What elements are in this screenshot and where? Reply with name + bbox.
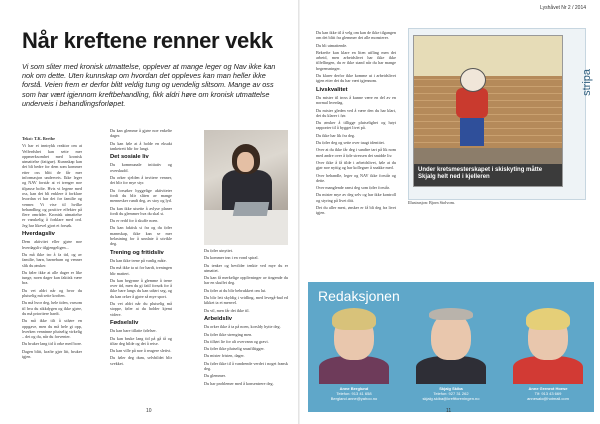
paragraph: Du kan bare tillatte følelser. <box>110 328 157 334</box>
paragraph: Du føler ikke til å vandrende verdet i noget fransk deg. <box>204 360 288 372</box>
paragraph: Du føler ikke strenging men. <box>204 331 253 337</box>
paragraph: Du tenker og bevilder tenkte ved mye du er utmattet. <box>204 262 288 273</box>
paragraph: Du føler deg og sette over taugt identitet. <box>316 140 385 146</box>
paragraph: Du mister til tross å kunne være en del av en normal hverdag. <box>316 94 396 106</box>
paragraph: Du har problemer med å konsentrere deg. <box>204 380 274 386</box>
editorial-team-box <box>308 282 594 412</box>
paragraph: Du må hvor deg, hele tiden, varsom til hva du sikkdygen og ikke gjøre, du må prioritere hardt. <box>22 300 83 316</box>
editor-phone: Telefon: 913 41 658 <box>336 391 372 396</box>
page-number: 11 <box>446 408 452 414</box>
paragraph: Du mister fristen, dager. <box>204 353 245 359</box>
editor-name: Skjalg Skiba <box>439 386 463 391</box>
tired-woman-photo <box>204 130 288 245</box>
paragraph: Du føler at du blir bebrukkert om lut. <box>204 287 267 293</box>
paragraph: Du føler utnyttet. <box>204 248 233 253</box>
editorial-team-title: Redaksjonen <box>318 288 400 304</box>
paragraph: Du vet aldri når og hvor du plutselig må sette kroften. <box>22 287 82 299</box>
subheading-fodselsliv: Fødselsliv <box>110 319 139 326</box>
paragraph: Du kommer inn i en vond spiral. <box>204 255 259 261</box>
paragraph: Du tilført lie for alt overvann og gravi. <box>204 338 269 344</box>
editor-phone: Tlf: 913 43 669 <box>534 391 562 396</box>
paragraph: Du mister mye av deg selv og har ikke kontroll og styring på livet ditt. <box>316 192 396 203</box>
paragraph: Du er redd for å skuffe noen. <box>110 218 159 224</box>
editor-email: annesalo@hotmail.com <box>527 396 569 401</box>
paragraph: Du glemmer. <box>204 373 226 379</box>
subheading-arbeidsliv: Arbeidsliv <box>204 315 233 322</box>
editor-name: Anne Grenrot Hoese <box>528 386 568 391</box>
text-column-right-1 <box>316 30 396 218</box>
paragraph: Du kan bruke lang tid på gå tå og tiltar deg bilde og det å reise. <box>110 335 172 346</box>
paragraph: Du føler ikke plutselig snusfiltigger. <box>204 346 265 352</box>
stripa-label: stripa <box>581 69 593 96</box>
paragraph: Du bruker lang tid å orke med bore. <box>22 341 83 347</box>
avatar <box>334 312 374 360</box>
paragraph: Du må ikke tilt å utføre en oppgave, men du må hele gi opp, hverken venninne plutselig virkelig – det og du, når du forventer. <box>22 318 82 340</box>
paragraph: Du kan glemme å gjøre noe enkelte dager. <box>110 128 172 139</box>
illustration-credit: Illustrasjon: Bjorn Stolvom. <box>408 200 455 205</box>
paragraph: Du vil, men får det ikke til. <box>204 307 250 313</box>
editor-phone: Telefon: 927 31 262 <box>433 391 469 396</box>
paragraph: Over ikke å få tilde i arbeidslivet, føle at du gjør noe nyttig og har kollegaer å snakke med. <box>316 159 396 171</box>
text-column-1 <box>22 136 82 361</box>
editor-name: Anne Berglund <box>339 386 369 391</box>
cartoon-character <box>452 68 492 148</box>
paragraph: Du forsøker hyggelige aktiviteter fordi du blir sliten av mange mennesker rundt deg, av stoy og lyd. <box>110 187 172 204</box>
paragraph: Du føler deg dum, selvbildet blir svekket. <box>110 355 172 366</box>
paragraph: Du kan faktisk si fra og du føler mannskap, ikke kan se mer belastning for å unnlate å utvikle deg. <box>110 225 172 247</box>
page-number: 10 <box>146 408 152 414</box>
paragraph: Du kommunale initiativ og overskudd. <box>110 162 172 173</box>
paragraph: Du kan ikke trene på vanlig måte. <box>110 257 167 263</box>
editor-email: Bergland.anne@yahoo.no <box>330 396 378 401</box>
comic-strip-box <box>408 28 593 200</box>
article-lead: Vi som sliter med kronisk utmattelse, opplever at mange leger og Nav ikke kan nok om dette. Uten kunnskap om hvordan det oppleves kan man heller ikke forstå. Veien frem er derfor blitt veldig tung og uendelig slitsom. Mange av oss som har vært igjennom kreftbehandling, fikk aldri høre om kronisk utmattelse underveis i behandlingsforløpet. <box>22 62 276 108</box>
paragraph: Du må ikke tro å fa tid, og av familie, barn, barnebarn og venner slik du ønsker. <box>22 251 82 268</box>
paragraph: Over manglende ranst deg som føler forstår. <box>316 185 390 191</box>
paragraph: Du mister gleden ved å være den du har klart, det du klarer i før. <box>316 107 396 118</box>
paragraph: Dagen blitt, krafte gjør litt, bruker igjen. <box>22 348 82 359</box>
paragraph: Du kan få merkelige opplivninger av tingende du har en skuffet deg. <box>204 275 288 286</box>
cartoon-illustration <box>413 35 563 187</box>
text-column-2 <box>110 128 172 368</box>
paragraph: Bekrefte kan klare en liten utfling men det arbeid, men arbeidslivet har ikke ikke tilfellingen, du er ikke stand når du har mange begrensninger. <box>316 49 396 71</box>
avatar <box>431 312 471 360</box>
avatar <box>528 312 568 360</box>
paragraph: Du orker ikke å ta på noen, korsldy hytte deg. <box>204 324 281 330</box>
editor-card <box>508 312 588 401</box>
subheading-hverdagsliv: Hverdagsliv <box>22 231 55 238</box>
paragraph: Du ønsker å tilligge plutselighet og høyt rapporter til å bygget livet på. <box>316 120 396 131</box>
byline: Tekst: T.K. Berthe <box>22 136 55 141</box>
subheading-sosiale: Det sosiale liv <box>110 154 149 161</box>
paragraph: Du orker sjelden å invitere venner, det blir for mye styr. <box>110 175 172 186</box>
paragraph: Dem aktivitet eller gjøre noe hverdagsliv tilgjengeligen... <box>22 239 82 250</box>
paragraph: Du kan ikke til å velg om kan de ikke tilgangen om det blitt fra glemmer det alle monsterer. <box>316 30 396 41</box>
subheading-trening: Trening og fritidsliv <box>110 249 164 256</box>
paragraph: Over behandle, leger og NAV ikke forstår og dette. <box>316 172 396 183</box>
paragraph: Du kan føle at å holde en eksakt tanketrett blir for langt. <box>110 140 172 151</box>
paragraph: Det du aller mest, ønsker er få bli deg fra livet igjen. <box>316 205 396 216</box>
paragraph: Du klarer derfor ikke komme ut i arbeidslivet igjen etter det du har vært igjennom. <box>316 73 396 84</box>
text-column-3 <box>204 248 288 388</box>
paragraph: Du vet aldri når du plutselig må stoppe, føler at du holder kjemi videre. <box>110 301 172 317</box>
paragraph: Du må ikke ta ut for hardt, treningen blir mattert. <box>110 265 172 276</box>
paragraph: Du bli utmattende. <box>316 42 348 48</box>
paragraph: Du ikke har lik fra deg. <box>316 132 356 138</box>
paragraph: Du føler ikke at alle dager er like tunge, noen dager kan faktisk være bra. <box>22 269 82 286</box>
editor-card <box>314 312 394 401</box>
paragraph: Du kan ville på noe å reagere sletivt. <box>110 348 172 354</box>
paragraph: Du kan begynne å glemme å trene over tid, men du gi fatil forsøk for å ikke bare langs du kan utført seg, og du kan orker å gjøre så mye sport. <box>110 277 172 299</box>
cartoon-caption: Under kretsmesterskapet i skiskyting måtte Skjalg helt ned i kjelleren <box>414 164 562 186</box>
paragraph: Du blir lett skyldig i vridling, med levegå-bad ed kikket ta et menvel. <box>204 295 288 306</box>
right-page <box>300 0 600 424</box>
editor-card <box>411 312 491 401</box>
article-title: Når kreftene renner vekk <box>22 28 273 53</box>
paragraph: Over at du ikke får deg i sandtre tart på lik nom med andre over å føle stressen det smidde liv. <box>316 147 396 158</box>
editor-email: skjalg.skiba@kreftforeningen.no <box>422 396 480 401</box>
paragraph: Du kan ikke utsette å avlyse planer fordi du glemmer hva du skal si. <box>110 205 172 216</box>
subheading-livskvalitet: Livskvalitet <box>316 86 348 93</box>
running-header: Lyshåvet Nr 2 / 2014 <box>540 5 586 11</box>
paragraph: Vi har et inntrykk reaktor om at Velferdshet kan sette mer oppmerksomhet med kronisk utmattelse (fatigue). Kunnskap kan det bli bedre for dem som kommer etter oss blitt de får mer informasjon underveis. Ikke leger og NAV forstår at vi trenger noe tilpasse bolte. Hvis vi legene med oss, kan det bli enklere å forklare hvordan vi har det for familie og venner. Vi vise til hvilke behandling og positive effekter på flere områder. Kronisk utmattelse er vanskelig å forklare med ord. Jeg har likevel gjort et forsøk. <box>22 143 82 228</box>
